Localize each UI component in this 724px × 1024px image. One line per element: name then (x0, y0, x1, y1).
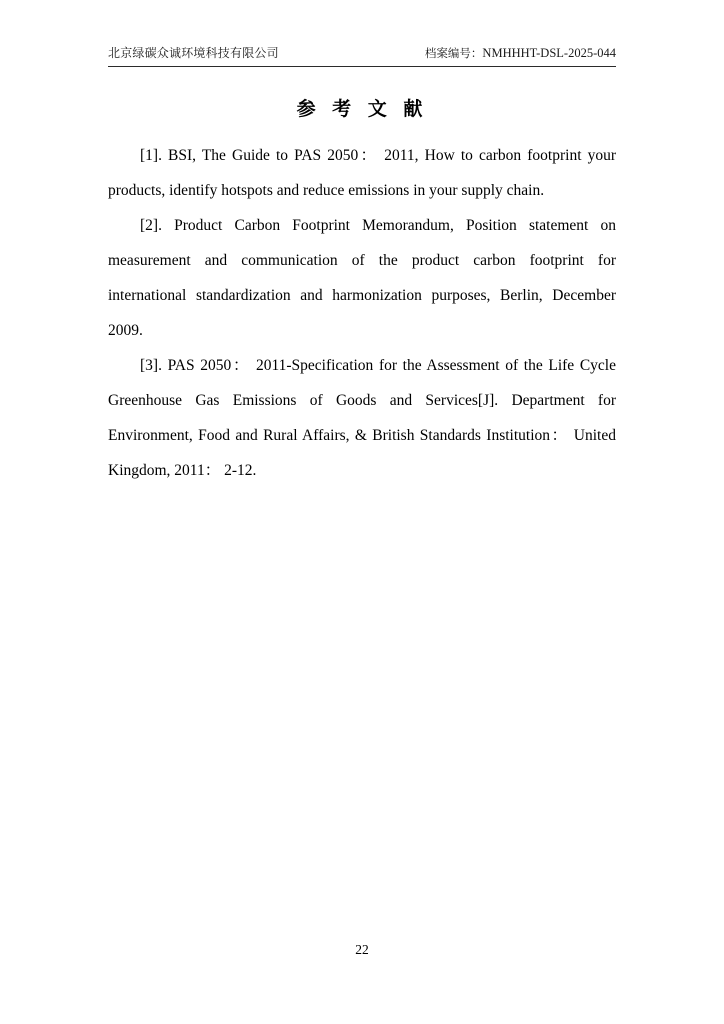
references-list (108, 138, 616, 488)
archive-number-label: 档案编号： (424, 46, 483, 60)
list-item: [3]. PAS 2050： 2011-Specification for the Assessment of the Life Cycle Greenhouse Gas Emissions of Goods and Services[J]. Department for Environment, Food and Rural Affairs, & British Standards Institution： United Kingdom, 2011： 2-12. (108, 357, 616, 479)
archive-number-value: NMHHHT-DSL-2025-044 (482, 46, 616, 60)
company-name: 北京绿碳众诚环境科技有限公司 (108, 46, 279, 60)
page-header (108, 44, 616, 67)
list-item: [1]. BSI, The Guide to PAS 2050： 2011, How to carbon footprint your products, identify hotspots and reduce emissions in your supply chain. (108, 147, 616, 199)
page-title: 参 考 文 献 (296, 98, 428, 120)
archive-number-block (425, 45, 616, 61)
page-number: 22 (355, 942, 369, 957)
list-item: [2]. Product Carbon Footprint Memorandum, Position statement on measurement and communication of the product carbon footprint for international standardization and harmonization purposes, Berlin, December 2009. (108, 217, 616, 339)
